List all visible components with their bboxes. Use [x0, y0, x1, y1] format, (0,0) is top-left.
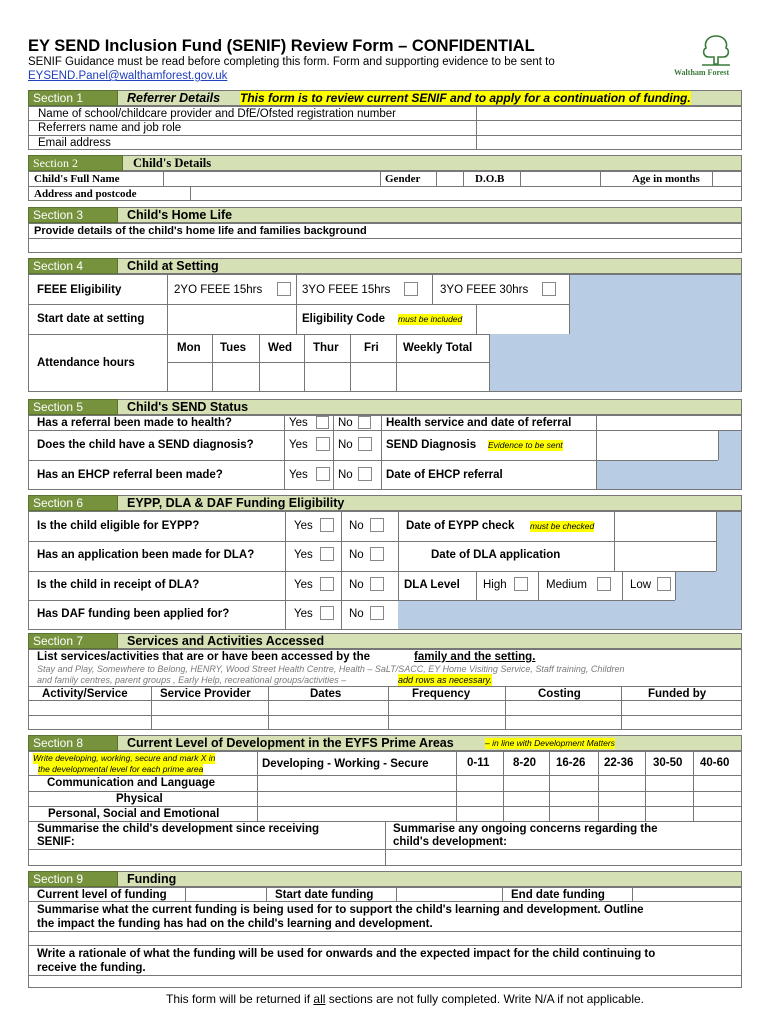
section-7-title: Services and Activities Accessed: [127, 634, 325, 648]
feee-label: FEEE Eligibility: [37, 284, 122, 296]
range-40-60: 40-60: [700, 757, 730, 769]
q2-yes-label: Yes: [289, 439, 308, 451]
address-label: Address and postcode: [34, 188, 137, 200]
section-8-title-note: – in line with Development Matters: [485, 738, 615, 748]
funding-usage-input[interactable]: [29, 932, 741, 945]
col-frequency: Frequency: [412, 688, 471, 700]
dla-app-no-checkbox[interactable]: [370, 547, 384, 561]
home-life-input[interactable]: [29, 239, 741, 252]
q1-no-checkbox[interactable]: [358, 416, 371, 429]
funding-rationale-question: Write a rationale of what the funding will be used for onwards and the expected impact for the child continuing to: [37, 948, 656, 960]
referrer-name-label: Referrers name and job role: [38, 122, 182, 134]
section-1-note: This form is to review current SENIF and to apply for a continuation of funding.: [240, 91, 691, 105]
services-examples-2: and family centres, parent groups , Early Help, recreational groups/activities –: [37, 675, 347, 685]
send-diagnosis-question: Does the child have a SEND diagnosis?: [37, 439, 254, 451]
start-date-label: Start date at setting: [37, 313, 145, 325]
col-funded-by: Funded by: [648, 688, 707, 700]
col-activity: Activity/Service: [42, 688, 128, 700]
range-8-20: 8-20: [513, 757, 537, 769]
q3-yes-checkbox[interactable]: [316, 467, 330, 481]
section-3-label: Section 3: [28, 207, 118, 223]
summary-development-label: Summarise the child's development since receiving: [37, 823, 320, 835]
q2-no-checkbox[interactable]: [358, 437, 372, 451]
dla-receipt-yes-checkbox[interactable]: [320, 577, 334, 591]
day-mon: Mon: [177, 342, 201, 354]
eypp-question: Is the child eligible for EYPP?: [37, 520, 200, 532]
section-3-title: Child's Home Life: [127, 208, 233, 222]
dla-receipt-no-checkbox[interactable]: [370, 577, 384, 591]
development-instruction-1: Write developing, working, secure and mark X in: [33, 753, 216, 763]
day-thur: Thur: [313, 342, 339, 354]
attendance-label: Attendance hours: [37, 357, 135, 369]
dla-app-yes-checkbox[interactable]: [320, 547, 334, 561]
day-wed: Wed: [268, 342, 293, 354]
health-referral-question: Has a referral been made to health?: [37, 417, 232, 429]
range-30-50: 30-50: [653, 757, 683, 769]
range-0-11: 0-11: [467, 757, 490, 769]
start-funding-input[interactable]: [397, 888, 501, 901]
eypp-yes-label: Yes: [294, 520, 313, 532]
dla-low-checkbox[interactable]: [657, 577, 671, 591]
services-add-rows-note: add rows as necessary.: [398, 675, 492, 685]
daf-yes-label: Yes: [294, 608, 313, 620]
registration-label: Name of school/childcare provider and DfE/Ofsted registration number: [38, 108, 396, 120]
dla-app-no-label: No: [349, 549, 364, 561]
ehcp-referral-question: Has an EHCP referral been made?: [37, 469, 223, 481]
q1-yes-label: Yes: [289, 417, 308, 429]
section-8-label: Section 8: [28, 735, 118, 751]
dob-label: D.O.B: [475, 173, 505, 185]
feee-3yo-30-label: 3YO FEEE 30hrs: [440, 284, 529, 296]
eypp-date-note: must be checked: [530, 521, 595, 531]
dla-app-yes-label: Yes: [294, 549, 313, 561]
health-service-input[interactable]: [597, 416, 741, 430]
dla-low-label: Low: [630, 579, 652, 591]
q2-yes-checkbox[interactable]: [316, 437, 330, 451]
end-funding-input[interactable]: [633, 888, 741, 901]
eligibility-code-note: must be included: [398, 314, 463, 324]
funding-rationale-question-2: receive the funding.: [37, 962, 146, 974]
footer-note: [166, 992, 644, 1007]
day-weekly-total: Weekly Total: [403, 342, 473, 354]
waltham-forest-logo: [674, 32, 764, 80]
send-diagnosis-input[interactable]: [597, 431, 717, 460]
eligibility-code-label: Eligibility Code: [302, 313, 386, 325]
gender-input[interactable]: [437, 172, 462, 186]
home-life-prompt: Provide details of the child's home life and families background: [34, 225, 367, 237]
registration-input[interactable]: [477, 107, 741, 120]
daf-no-label: No: [349, 608, 364, 620]
col-costing: Costing: [538, 688, 581, 700]
dla-medium-checkbox[interactable]: [597, 577, 611, 591]
end-funding-label: End date funding: [511, 889, 605, 901]
q1-no-label: No: [338, 417, 353, 429]
dla-receipt-question: Is the child in receipt of DLA?: [37, 579, 200, 591]
feee-3yo-30-checkbox[interactable]: [542, 282, 556, 296]
fri-hours-input[interactable]: [351, 363, 395, 391]
email-address-label: Email address: [38, 137, 111, 149]
child-name-input[interactable]: [164, 172, 379, 186]
start-date-input[interactable]: [168, 305, 295, 334]
section-9-title: Funding: [127, 872, 177, 886]
q2-no-label: No: [338, 439, 353, 451]
section-4-label: Section 4: [28, 258, 118, 274]
weekly-total-input[interactable]: [397, 363, 488, 391]
ehcp-date-label: Date of EHCP referral: [386, 469, 503, 481]
section-2-title: Child's Details: [133, 156, 212, 170]
eligibility-code-input[interactable]: [477, 305, 568, 334]
funding-rationale-input[interactable]: [29, 976, 741, 987]
section-8-title: Current Level of Development in the EYFS Prime Areas: [127, 736, 454, 750]
send-diagnosis-note: Evidence to be sent: [488, 440, 563, 450]
dla-receipt-no-label: No: [349, 579, 364, 591]
q3-no-label: No: [338, 469, 353, 481]
dla-date-input[interactable]: [615, 542, 715, 571]
section-2-label: Section 2: [28, 155, 123, 171]
area-physical: Physical: [116, 793, 163, 805]
section-5-title: Child's SEND Status: [127, 400, 249, 414]
dla-date-label: Date of DLA application: [431, 549, 561, 561]
daf-no-checkbox[interactable]: [370, 606, 384, 620]
col-dates: Dates: [310, 688, 342, 700]
services-intro: List services/activities that are or have been accessed by the: [37, 651, 371, 663]
page-title: EY SEND Inclusion Fund (SENIF) Review Form – CONFIDENTIAL: [28, 37, 535, 55]
services-examples-1: Stay and Play, Somewhere to Belong, HENRY, Wood Street Health Centre, Health – SaLT/SACC, EY Home Visiting Service, Staff training, Children: [37, 664, 625, 674]
section-1-title: Referrer Details: [127, 91, 221, 105]
dla-receipt-yes-label: Yes: [294, 579, 313, 591]
address-input[interactable]: [191, 187, 741, 201]
eypp-yes-checkbox[interactable]: [320, 518, 334, 532]
summary-development-input[interactable]: [29, 850, 384, 865]
section-5-label: Section 5: [28, 399, 118, 415]
section-6-title: EYPP, DLA & DAF Funding Eligibility: [127, 496, 345, 510]
summary-development-label-2: SENIF:: [37, 836, 75, 848]
range-22-36: 22-36: [604, 757, 634, 769]
wed-hours-input[interactable]: [260, 363, 303, 391]
feee-2yo-15-checkbox[interactable]: [277, 282, 291, 296]
services-row[interactable]: [29, 701, 741, 715]
dla-medium-label: Medium: [546, 579, 587, 591]
page-subtitle: SENIF Guidance must be read before completing this form. Form and supporting evidence to be sent to: [28, 56, 555, 68]
services-intro-underline: family and the setting.: [414, 651, 536, 663]
range-16-26: 16-26: [556, 757, 586, 769]
tree-icon: [698, 32, 734, 68]
section-6-label: Section 6: [28, 495, 118, 511]
summary-concerns-label-2: child's development:: [393, 836, 507, 848]
col-provider: Service Provider: [160, 688, 251, 700]
personal-social-input-row[interactable]: [258, 807, 741, 821]
services-row[interactable]: [29, 716, 741, 729]
tues-hours-input[interactable]: [213, 363, 258, 391]
dws-header: Developing - Working - Secure: [262, 758, 429, 770]
start-funding-label: Start date funding: [275, 889, 374, 901]
logo-text: Waltham Forest: [674, 68, 730, 77]
eypp-date-label: Date of EYPP check: [406, 520, 515, 532]
dla-application-question: Has an application been made for DLA?: [37, 549, 255, 561]
dla-high-checkbox[interactable]: [514, 577, 528, 591]
summary-concerns-label: Summarise any ongoing concerns regarding the: [393, 823, 658, 835]
development-instruction-2: the developmental level for each prime area: [38, 764, 204, 774]
section-7-label: Section 7: [28, 633, 118, 649]
eypp-no-label: No: [349, 520, 364, 532]
current-funding-input[interactable]: [186, 888, 265, 901]
physical-input-row[interactable]: [258, 792, 741, 806]
footer-post: sections are not fully completed. Write N/A if not applicable.: [328, 992, 645, 1006]
current-funding-label: Current level of funding: [37, 889, 167, 901]
email-address-input[interactable]: [477, 136, 741, 150]
eypp-no-checkbox[interactable]: [370, 518, 384, 532]
section-4-title: Child at Setting: [127, 259, 219, 273]
section-1-label: Section 1: [28, 90, 118, 106]
footer-all: all: [313, 992, 326, 1006]
child-name-label: Child's Full Name: [34, 173, 120, 185]
footer-pre: This form will be returned if: [166, 992, 311, 1006]
q3-yes-label: Yes: [289, 469, 308, 481]
send-diagnosis-label: SEND Diagnosis: [386, 439, 477, 451]
area-personal-social: Personal, Social and Emotional: [48, 808, 220, 820]
age-input[interactable]: [713, 172, 741, 186]
day-fri: Fri: [364, 342, 379, 354]
feee-3yo-15-label: 3YO FEEE 15hrs: [302, 284, 391, 296]
section-9-label: Section 9: [28, 871, 118, 887]
panel-email-link[interactable]: EYSEND.Panel@walthamforest.gov.uk: [28, 70, 228, 82]
summary-concerns-input[interactable]: [386, 850, 741, 865]
day-tues: Tues: [220, 342, 246, 354]
q3-no-checkbox[interactable]: [358, 467, 372, 481]
age-label: Age in months: [632, 173, 700, 185]
dob-input[interactable]: [521, 172, 599, 186]
feee-3yo-15-checkbox[interactable]: [404, 282, 418, 296]
q1-yes-checkbox[interactable]: [316, 416, 329, 429]
daf-yes-checkbox[interactable]: [320, 606, 334, 620]
feee-2yo-15-label: 2YO FEEE 15hrs: [174, 284, 263, 296]
mon-hours-input[interactable]: [168, 363, 211, 391]
funding-usage-question-2: the impact the funding has had on the child's learning and development.: [37, 918, 433, 930]
dla-high-label: High: [483, 579, 507, 591]
dla-level-label: DLA Level: [404, 579, 460, 591]
gender-label: Gender: [385, 173, 421, 185]
communication-input-row[interactable]: [258, 776, 741, 791]
eypp-date-input[interactable]: [615, 512, 715, 541]
thur-hours-input[interactable]: [305, 363, 349, 391]
area-communication: Communication and Language: [47, 777, 216, 789]
health-service-label: Health service and date of referral: [386, 417, 572, 429]
daf-question: Has DAF funding been applied for?: [37, 608, 230, 620]
funding-usage-question: Summarise what the current funding is being used for to support the child's learning and development. Outline: [37, 904, 644, 916]
referrer-name-input[interactable]: [477, 121, 741, 135]
